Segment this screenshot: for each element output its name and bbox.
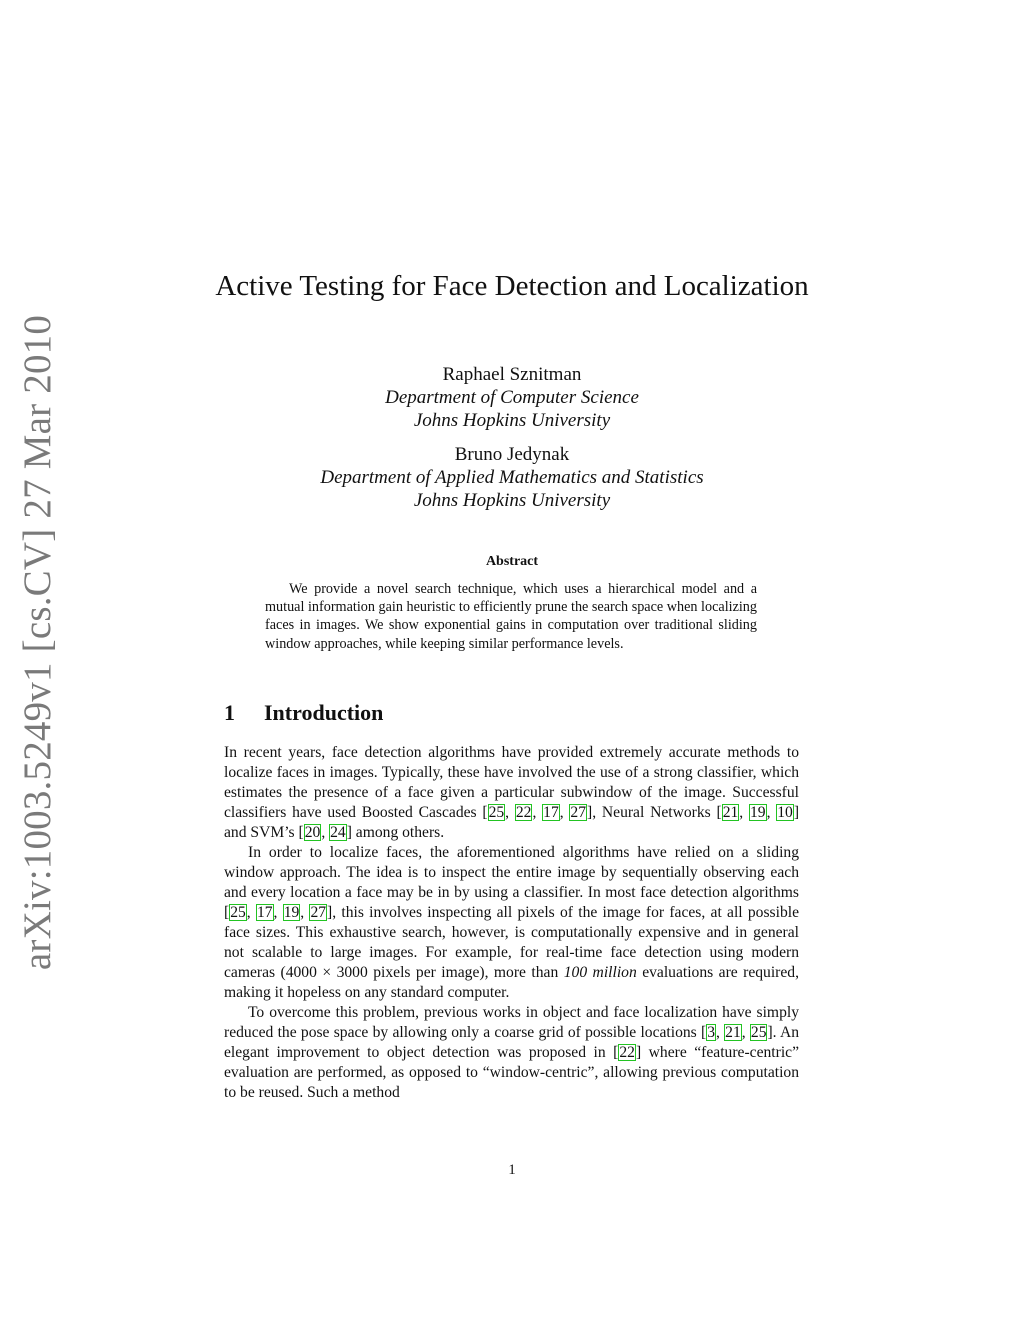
text-run: ] where “feature-centric” evaluation are performed, as opposed to “window-centric”, allowing previous computation to be reused. Such a method — [224, 1044, 799, 1101]
author-name: Raphael Sznitman — [442, 364, 582, 385]
citation-link[interactable]: 19 — [749, 804, 766, 821]
introduction-body — [224, 743, 799, 1103]
citation-link[interactable]: 22 — [619, 1044, 635, 1061]
author-block-2 — [200, 443, 824, 512]
text-run: In order to localize faces, the aforementioned algorithms have relied on a sliding window approach. The idea is to inspect the entire image by sequentially observing each and every location a face may be in by using a classifier. In most face detection algorithms [ — [224, 844, 799, 921]
section-number: 1 — [224, 700, 235, 725]
citation-link[interactable]: 27 — [310, 904, 327, 921]
section-title: Introduction — [264, 700, 384, 725]
arxiv-stamp — [13, 314, 63, 971]
author-name: Bruno Jedynak — [454, 444, 570, 465]
paper-title: Active Testing for Face Detection and Localization — [215, 270, 809, 302]
citation-link[interactable]: 25 — [750, 1024, 767, 1041]
text-run: ]. An elegant improvement to object detection was proposed in [ — [224, 1024, 800, 1061]
author-university: Johns Hopkins University — [413, 410, 611, 431]
citation-link[interactable]: 19 — [283, 904, 300, 921]
text-run: evaluations are required, making it hopeless on any standard computer. — [224, 964, 799, 1001]
author-block-1 — [200, 363, 824, 432]
text-run: In recent years, face detection algorithms have provided extremely accurate methods to localize faces in images. Typically, these have involved the use of a strong classifier, which estimates the presence of a face given a particular subwindow of the image. Successful classifiers have used Boosted Cascades [ — [224, 744, 799, 821]
citation-link[interactable]: 21 — [722, 804, 739, 821]
citation-link[interactable]: 17 — [256, 904, 273, 921]
page-number: 1 — [508, 1162, 516, 1178]
author-university: Johns Hopkins University — [413, 490, 611, 511]
citation-link[interactable]: 3 — [707, 1024, 715, 1041]
text-run: ] among others. — [346, 824, 445, 841]
paragraph-2: In order to localize faces, the aforementioned algorithms have relied on a sliding window approach. The idea is to inspect the entire image by sequentially observing each and every location a face may be in by using a classifier. In most face detection algorithms [25, 17, 19, 27], this involves inspecting all pixels of the image for faces, at all possible face sizes. This exhaustive search, however, is computationally expensive and in general not scalable to large images. For example, for real-time face detection using modern cameras (4000 × 3000 pixels per image), more than 100 million evaluations are required, making it hopeless on any standard computer. — [224, 844, 799, 1001]
author-department: Department of Computer Science — [385, 387, 639, 408]
citation-link[interactable]: 17 — [543, 804, 559, 821]
abstract-text: We provide a novel search technique, which uses a hierarchical model and a mutual information gain heuristic to efficiently prune the search space when localizing faces in images. We show exponential gains in computation over traditional sliding window approaches, while keeping similar performance levels. — [265, 581, 757, 652]
citation-link[interactable]: 27 — [570, 804, 587, 821]
author-department: Department of Applied Mathematics and Statistics — [320, 467, 704, 488]
abstract-heading: Abstract — [485, 554, 539, 569]
text-run: ] and SVM’s [ — [224, 804, 800, 841]
arxiv-identifier: arXiv:1003.5249v1 [cs.CV] 27 Mar 2010 — [16, 314, 60, 971]
citation-link[interactable]: 21 — [725, 1024, 741, 1041]
emphasis: 100 million — [563, 964, 637, 981]
paragraph-1: In recent years, face detection algorithms have provided extremely accurate methods to localize faces in images. Typically, these have involved the use of a strong classifier, which estimates the presence of a face given a particular subwindow of the image. Successful classifiers have used Boosted Cascades [25, 22, 17, 27], Neural Networks [21, 19, 10] and SVM’s [20, 24] among others. — [224, 744, 800, 841]
text-run: ], this involves inspecting all pixels of the image for faces, at all possible face sizes. This exhaustive search, however, is computationally expensive and in general not scalable to large images. For example, for real-time face detection using modern cameras (4000 × 3000 pixels per image), more than — [224, 904, 799, 981]
citation-link[interactable]: 25 — [230, 904, 246, 921]
text-run: ], Neural Networks [ — [587, 804, 722, 821]
citation-link[interactable]: 10 — [777, 804, 793, 821]
section-heading — [224, 700, 383, 726]
paragraph-3: To overcome this problem, previous works in object and face localization have simply reduced the pose space by allowing only a coarse grid of possible locations [3, 21, 25]. An elegant improvement to object detection was proposed in [22] where “feature-centric” evaluation are performed, as opposed to “window-centric”, allowing previous computation to be reused. Such a method — [224, 1004, 800, 1101]
citation-link[interactable]: 24 — [330, 824, 346, 841]
citation-link[interactable]: 22 — [515, 804, 532, 821]
text-run: To overcome this problem, previous works in object and face localization have simply reduced the pose space by allowing only a coarse grid of possible locations [ — [224, 1004, 799, 1041]
citation-link[interactable]: 25 — [488, 804, 505, 821]
citation-link[interactable]: 20 — [304, 824, 321, 841]
